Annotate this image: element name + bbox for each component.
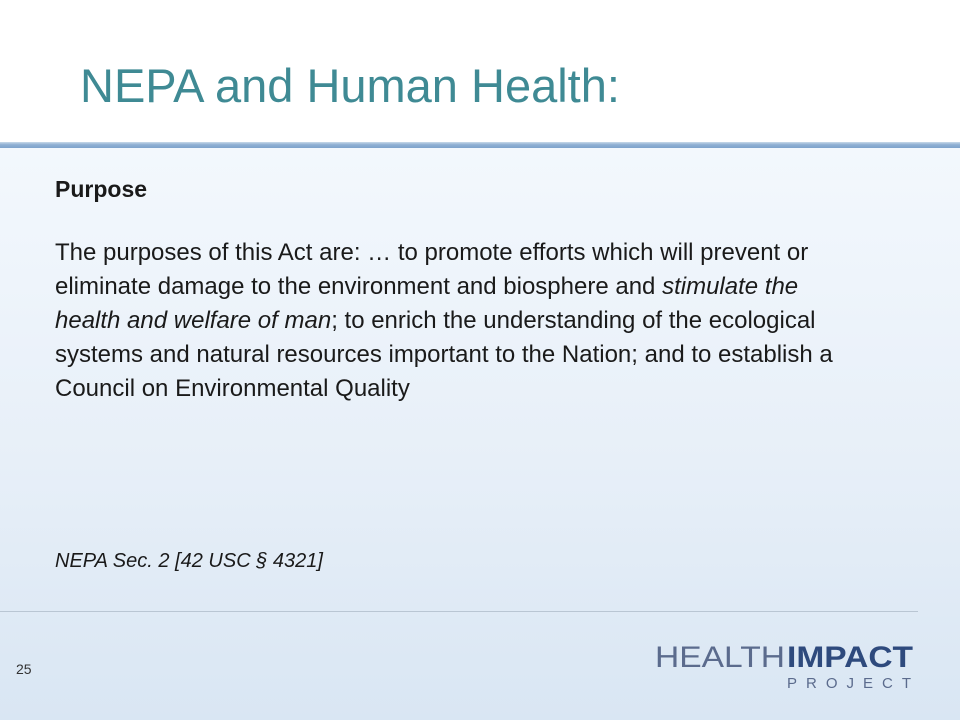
logo-word-health: HEALTH [655,641,785,674]
body-text-part-2: ; to enrich the understanding of the ecological systems and natural resources important to the Nation; and to establish a Council on Environmental Quality [55,307,833,402]
section-heading: Purpose [55,176,148,202]
footer-divider [0,611,918,612]
citation: NEPA Sec. 2 [42 USC § 4321] [55,550,323,572]
health-impact-project-logo [655,640,913,690]
body-emphasis: stimulate the health and welfare of man [55,273,799,334]
slide-number: 25 [16,661,32,677]
title-area [0,0,960,142]
slide-title: NEPA and Human Health: [80,59,620,112]
logo-tagline: PROJECT [787,675,911,690]
body-paragraph [55,236,855,406]
logo-word-impact: IMPACT [787,641,913,674]
text-block [55,172,855,406]
body-text-part-1: The purposes of this Act are: … to promote efforts which will prevent or eliminate damage to the environment and biosphere and [55,239,809,300]
